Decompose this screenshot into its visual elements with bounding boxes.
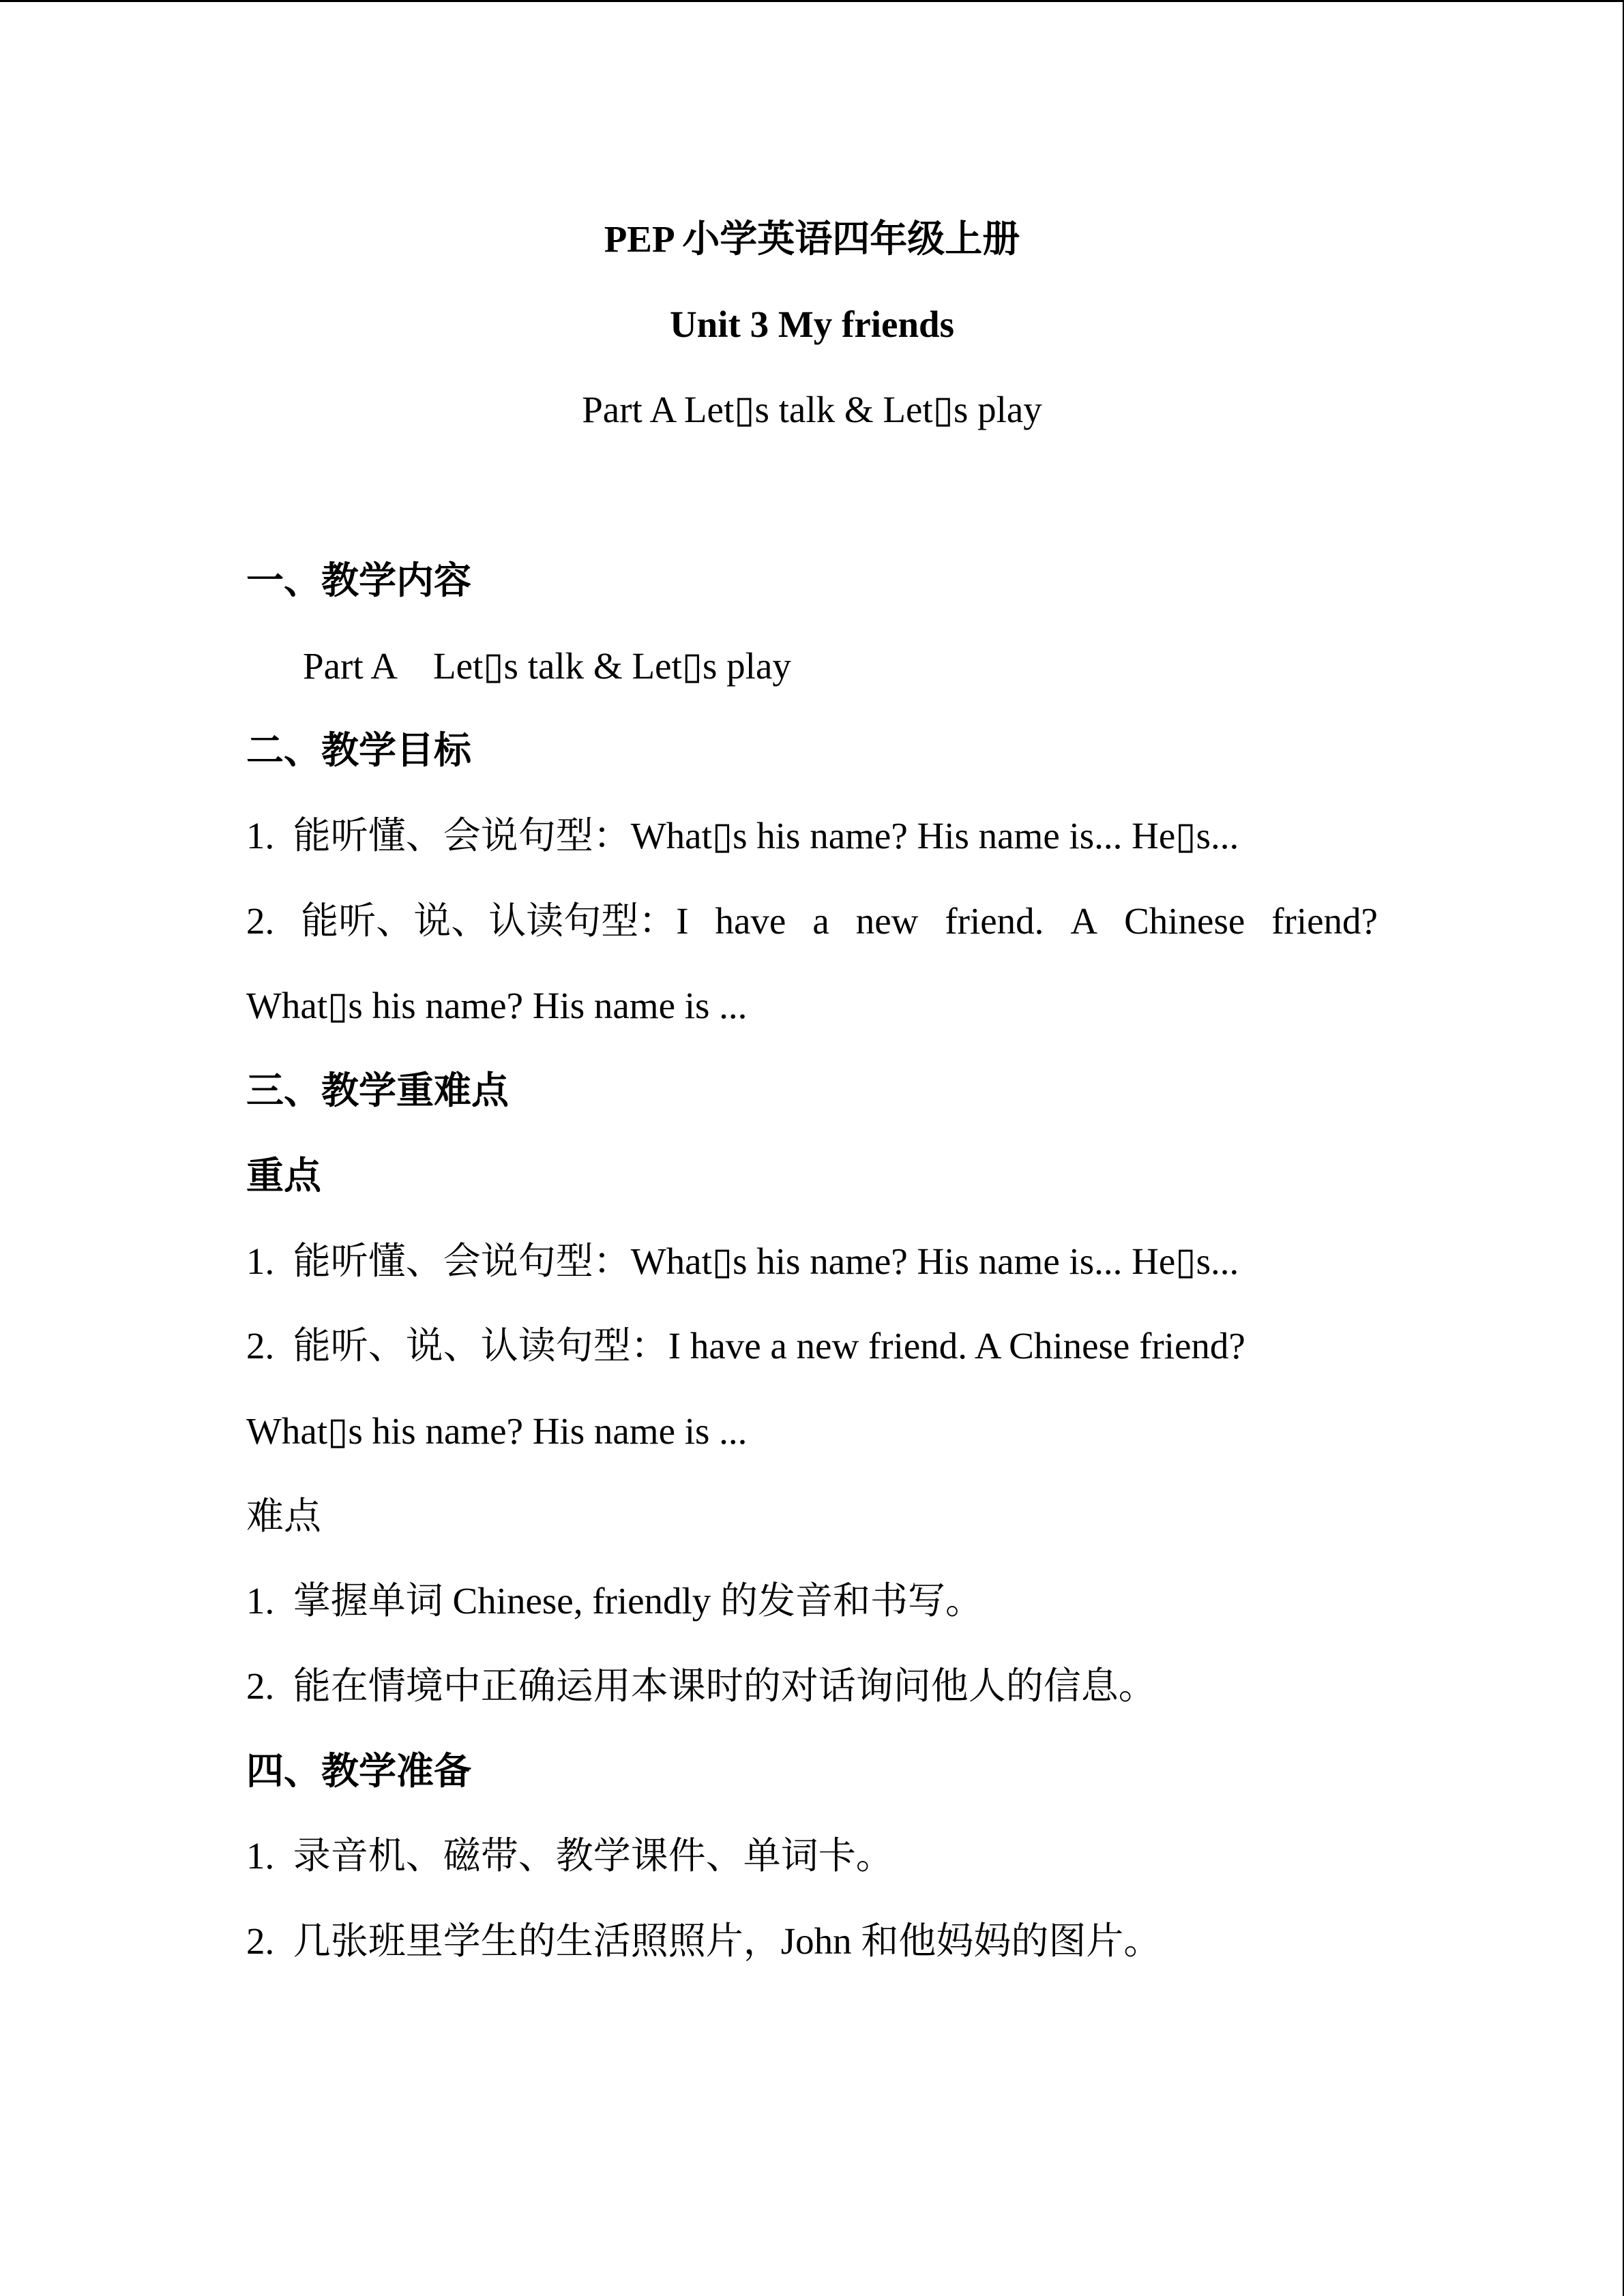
- difficulty-label: 难点: [246, 1495, 322, 1537]
- goal-item-2-word: Chinese: [1124, 899, 1245, 942]
- focus-item-2-continuation: What▯s his name? His name is ...: [246, 1410, 748, 1452]
- content-text: Part A Let▯s talk & Let▯s play: [303, 644, 791, 687]
- goal-item-2-continuation: What▯s his name? His name is ...: [246, 985, 748, 1027]
- part-subtitle: Part A Let▯s talk & Let▯s play: [582, 389, 1042, 430]
- difficulty-item-2: 2. 能在情境中正确运用本课时的对话询问他人的信息。: [246, 1665, 1156, 1707]
- difficulty-item-1: 1. 掌握单词 Chinese, friendly 的发音和书写。: [246, 1580, 984, 1622]
- unit-title: Unit 3 My friends: [669, 303, 955, 345]
- goal-item-2-word: friend.: [945, 899, 1044, 942]
- goal-item-2: [246, 879, 1378, 964]
- document-title: PEP 小学英语四年级上册: [604, 218, 1020, 260]
- preparation-item-2: 2. 几张班里学生的生活照照片，John 和他妈妈的图片。: [246, 1920, 1162, 1962]
- goal-item-2-word: A: [1070, 899, 1098, 942]
- goal-item-2-word: new: [855, 899, 919, 942]
- focus-item-1: 1. 能听懂、会说句型：What▯s his name? His name is... He▯s...: [246, 1240, 1239, 1282]
- section-heading-key-points: 三、教学重难点: [246, 1070, 510, 1112]
- document-header: [0, 196, 1624, 452]
- preparation-item-1: 1. 录音机、磁带、教学课件、单词卡。: [246, 1835, 894, 1877]
- document-body: [246, 539, 1378, 1984]
- goal-item-1: 1. 能听懂、会说句型：What▯s his name? His name is... He▯s...: [246, 815, 1239, 857]
- goal-item-2-word: a: [812, 899, 829, 942]
- section-heading-preparation: 四、教学准备: [246, 1750, 472, 1792]
- section-heading-content: 一、教学内容: [246, 560, 472, 601]
- focus-item-2: 2. 能听、说、认读句型：I have a new friend. A Chinese friend?: [246, 1325, 1245, 1367]
- goal-item-2-word: friend?: [1271, 899, 1378, 942]
- section-heading-goals: 二、教学目标: [246, 730, 472, 772]
- goal-item-2-word: 2.: [246, 899, 275, 942]
- focus-label: 重点: [246, 1154, 322, 1197]
- goal-item-2-word: have: [715, 899, 786, 942]
- goal-item-2-word: 能听、说、认读句型：I: [301, 899, 689, 942]
